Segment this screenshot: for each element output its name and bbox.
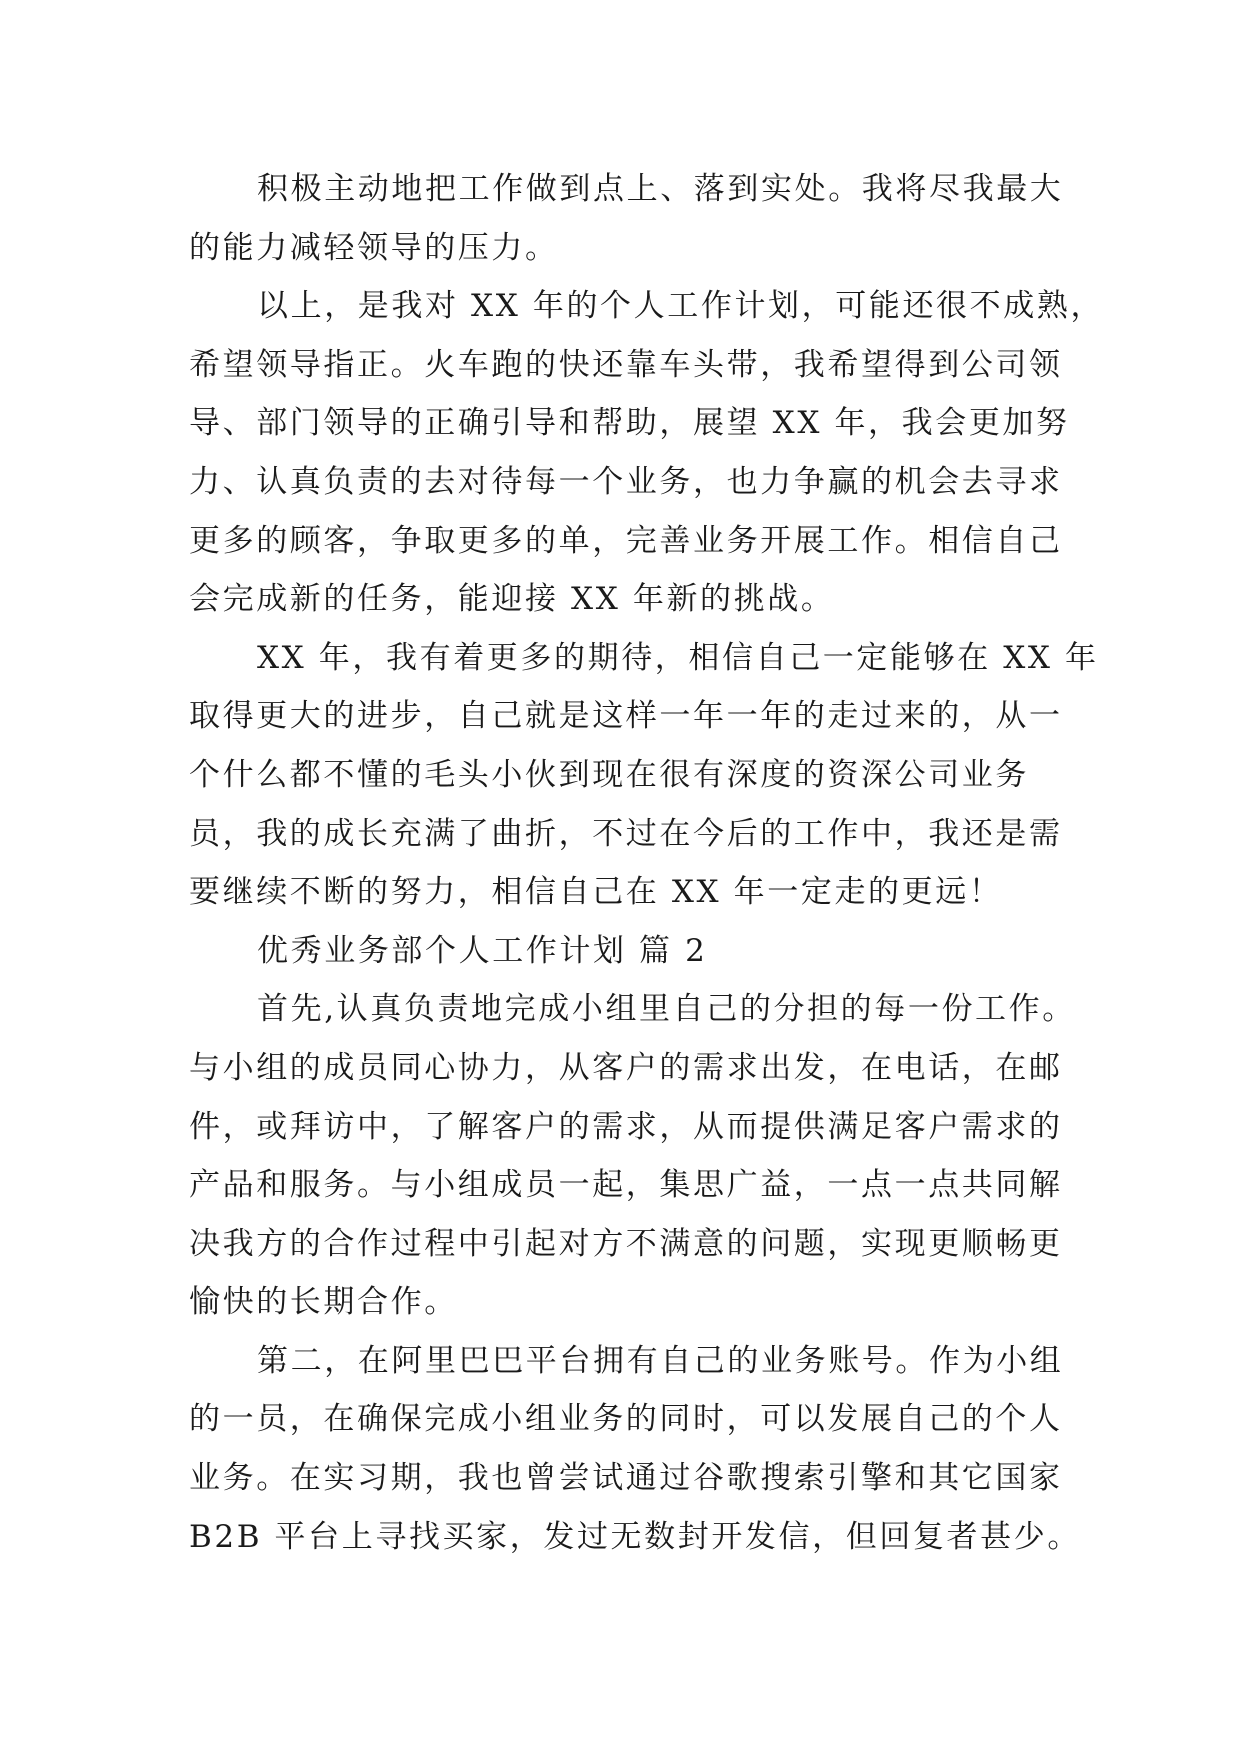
text-line: 员，我的成长充满了曲折，不过在今后的工作中，我还是需 <box>189 815 1063 852</box>
text-line: 的一员，在确保完成小组业务的同时，可以发展自己的个人 <box>189 1401 1063 1438</box>
text-line: 产品和服务。与小组成员一起，集思广益，一点一点共同解 <box>189 1167 1063 1204</box>
document-body <box>189 160 1105 1566</box>
section-heading: 优秀业务部个人工作计划 篇 2 <box>257 932 708 969</box>
text-line: 积极主动地把工作做到点上、落到实处。我将尽我最大 <box>257 171 1064 207</box>
text-line: 件，或拜访中，了解客户的需求，从而提供满足客户需求的 <box>189 1108 1063 1145</box>
text-line: XX 年，我有着更多的期待，相信自己一定能够在 XX 年 <box>257 639 1099 676</box>
text-line: 力、认真负责的去对待每一个业务，也力争赢的机会去寻求 <box>189 463 1063 500</box>
text-line: 会完成新的任务，能迎接 XX 年新的挑战。 <box>189 581 835 618</box>
text-line: 的能力减轻领导的压力。 <box>189 229 559 266</box>
text-line: 业务。在实习期，我也曾尝试通过谷歌搜索引擎和其它国家 <box>189 1460 1063 1497</box>
text-line: 更多的顾客，争取更多的单，完善业务开展工作。相信自己 <box>189 522 1063 559</box>
text-line: 导、部门领导的正确引导和帮助，展望 XX 年，我会更加努 <box>189 405 1070 442</box>
text-line: B2B 平台上寻找买家，发过无数封开发信，但回复者甚少。 <box>189 1518 1081 1555</box>
text-line: 希望领导指正。火车跑的快还靠车头带，我希望得到公司领 <box>189 346 1063 383</box>
text-line: 首先,认真负责地完成小组里自己的分担的每一份工作。 <box>257 991 1076 1028</box>
text-line: 个什么都不懂的毛头小伙到现在很有深度的资深公司业务 <box>189 756 1029 793</box>
text-line: 决我方的合作过程中引起对方不满意的问题，实现更顺畅更 <box>189 1225 1063 1262</box>
text-line: 以上，是我对 XX 年的个人工作计划，可能还很不成熟， <box>257 288 1105 325</box>
text-line: 第二，在阿里巴巴平台拥有自己的业务账号。作为小组 <box>257 1342 1064 1379</box>
text-line: 取得更大的进步，自己就是这样一年一年的走过来的，从一 <box>189 698 1063 735</box>
text-line: 与小组的成员同心协力，从客户的需求出发，在电话，在邮 <box>189 1049 1063 1086</box>
text-line: 愉快的长期合作。 <box>189 1284 458 1321</box>
text-line: 要继续不断的努力，相信自己在 XX 年一定走的更远！ <box>189 874 1003 911</box>
